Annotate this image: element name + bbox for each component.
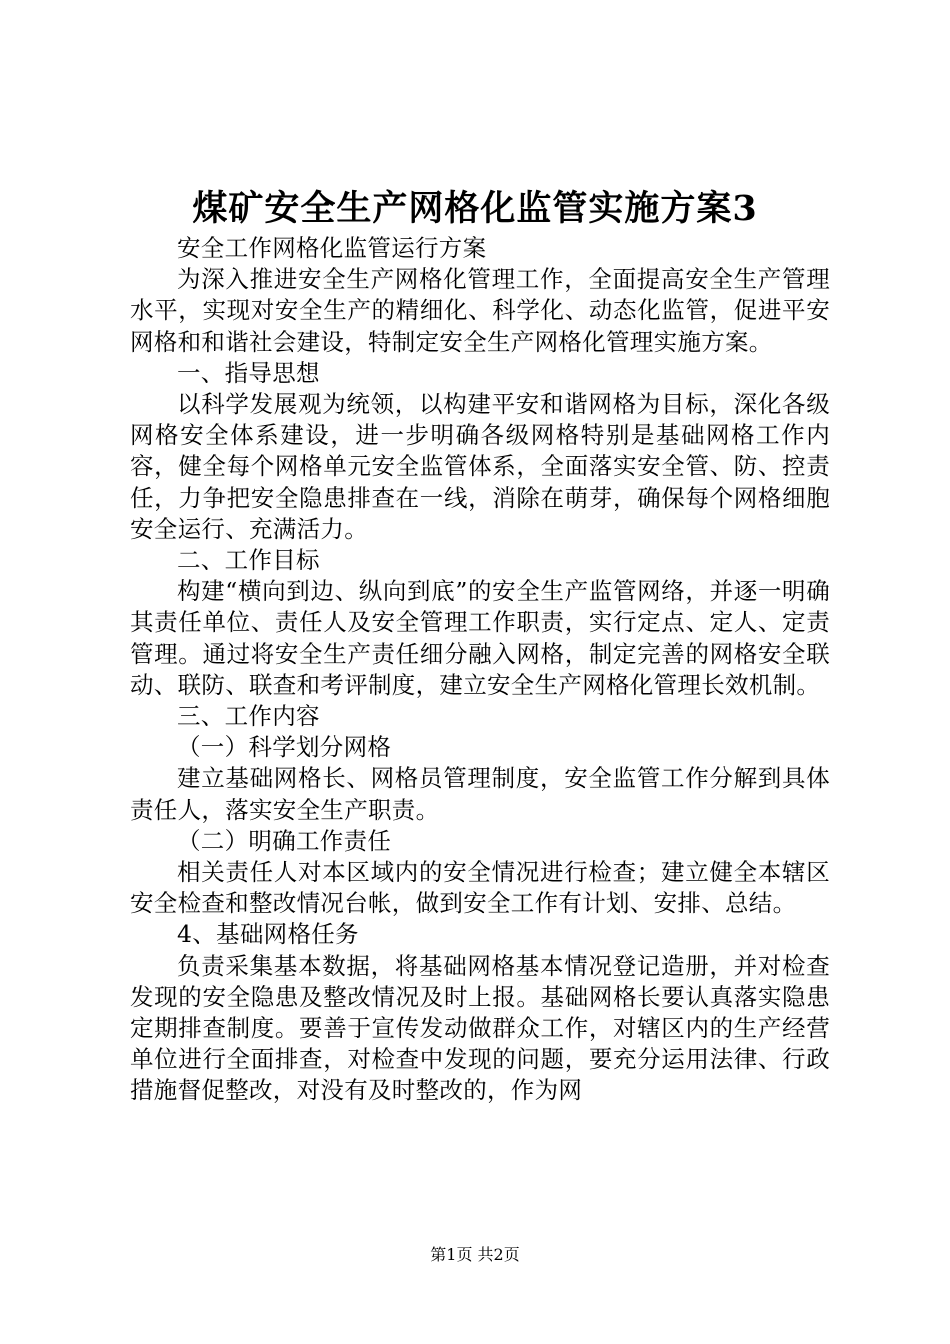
subsection-heading: （一）科学划分网格 (177, 733, 392, 762)
section-heading: 三、工作内容 (177, 702, 320, 731)
page-number-footer: 第1页 共2页 (430, 1245, 520, 1264)
paragraph: 为深入推进安全生产网格化管理工作，全面提高安全生产管理水平，实现对安全生产的精细化、科学化、动态化监管，促进平安网格和和谐社会建设，特制定安全生产网格化管理实施方案。 (130, 265, 830, 356)
subsection-heading: （二）明确工作责任 (177, 826, 392, 855)
document-body (130, 233, 830, 1107)
paragraph: 构建“横向到边、纵向到底”的安全生产监管网络，并逐一明确其责任单位、责任人及安全管理工作职责，实行定点、定人、定责管理。通过将安全生产责任细分融入网格，制定完善的网格安全联动、联防、联查和考评制度，建立安全生产网格化管理长效机制。 (130, 577, 830, 699)
document-title: 煤矿安全生产网格化监管实施方案3 (192, 188, 758, 229)
paragraph: 建立基础网格长、网格员管理制度，安全监管工作分解到具体责任人，落实安全生产职责。 (130, 764, 830, 824)
paragraph: 安全工作网格化监管运行方案 (177, 234, 487, 262)
paragraph: 相关责任人对本区域内的安全情况进行检查；建立健全本辖区安全检查和整改情况台帐，做到安全工作有计划、安排、总结。 (130, 858, 830, 918)
subsection-heading: 4、基础网格任务 (177, 920, 359, 949)
section-heading: 一、指导思想 (177, 358, 320, 387)
section-heading: 二、工作目标 (177, 546, 320, 575)
paragraph: 负责采集基本数据，将基础网格基本情况登记造册，并对检查发现的安全隐患及整改情况及时上报。基础网格长要认真落实隐患定期排查制度。要善于宣传发动做群众工作，对辖区内的生产经营单位进行全面排查，对检查中发现的问题，要充分运用法律、行政措施督促整改，对没有及时整改的，作为网 (130, 951, 830, 1105)
paragraph: 以科学发展观为统领，以构建平安和谐网格为目标，深化各级网格安全体系建设，进一步明确各级网格特别是基础网格工作内容，健全每个网格单元安全监管体系，全面落实安全管、防、控责任，力争把安全隐患排查在一线，消除在萌芽，确保每个网格细胞安全运行、充满活力。 (130, 390, 830, 543)
